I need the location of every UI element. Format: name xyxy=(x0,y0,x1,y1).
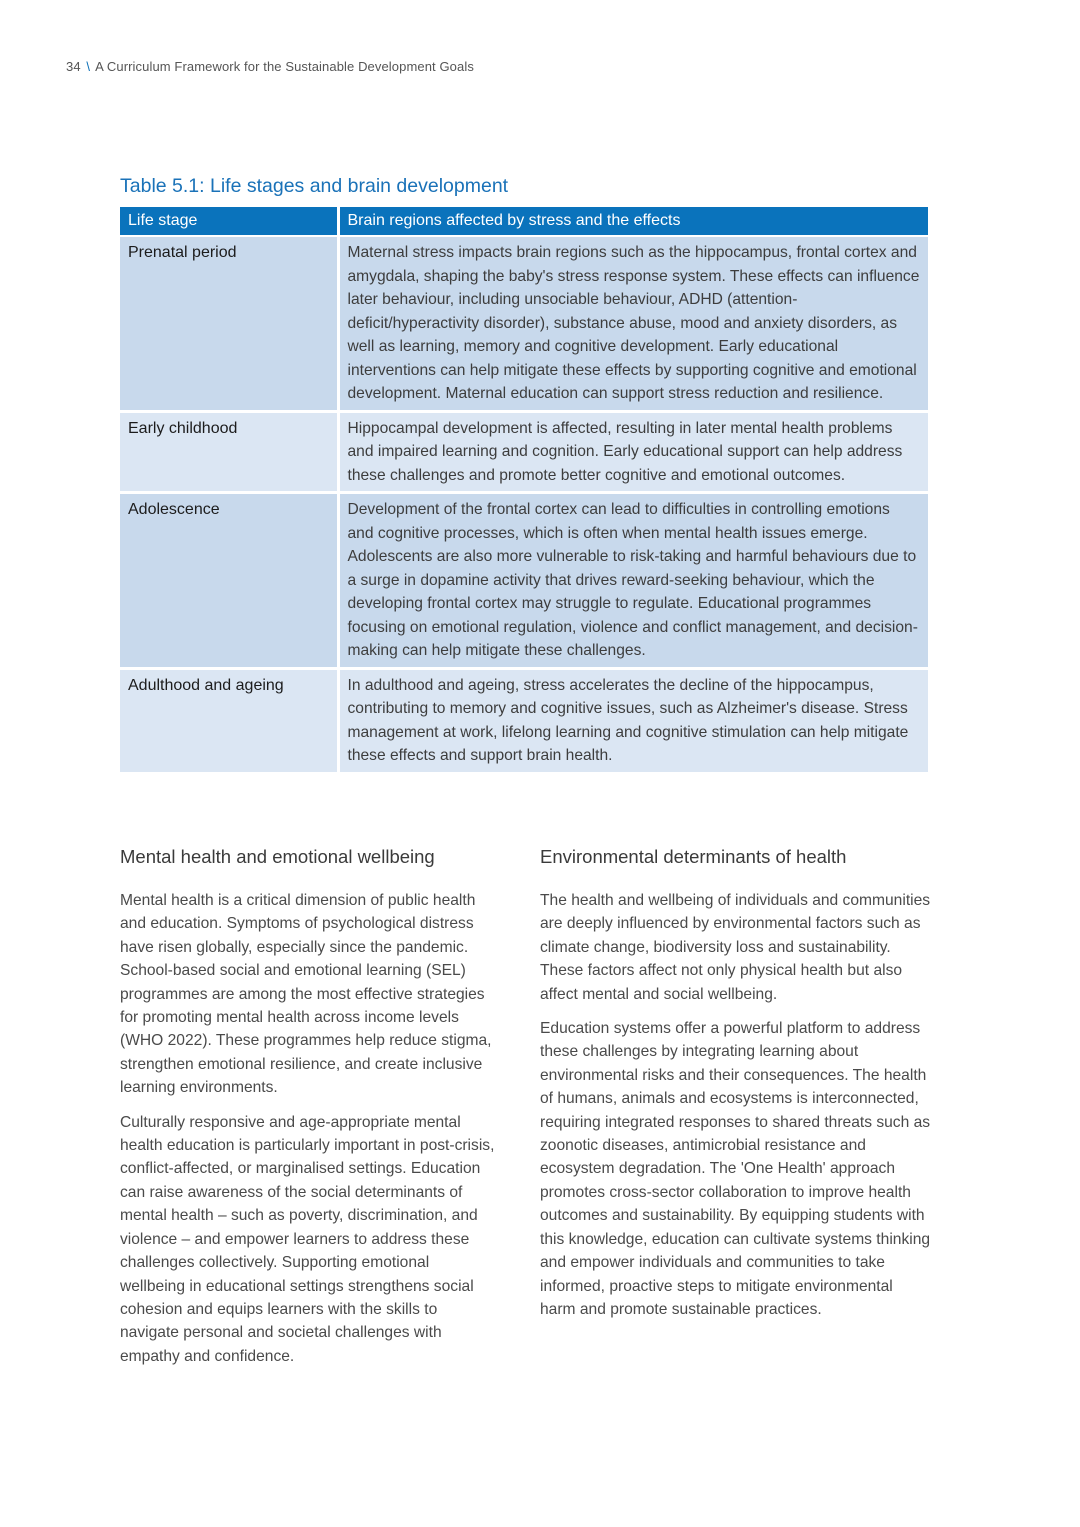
section-heading: Mental health and emotional wellbeing xyxy=(120,846,435,867)
life-stage-cell: Prenatal period xyxy=(120,236,338,411)
effects-cell: Hippocampal development is affected, resulting in later mental health problems and impaired learning and cognition. Early educational support can help address these challenges and promote better cognitive and emotional outcomes. xyxy=(338,411,928,493)
table-row xyxy=(120,236,928,411)
life-stages-table xyxy=(120,207,928,772)
environmental-health-section xyxy=(540,843,932,1332)
mental-health-section xyxy=(120,843,498,1379)
table-row xyxy=(120,668,928,772)
running-header xyxy=(66,59,474,74)
paragraph: Mental health is a critical dimension of public health and education. Symptoms of psychological distress have risen globally, especially since the pandemic. School-based social and emotional learning (SEL) programmes are among the most effective strategies for promoting mental health across income levels (WHO 2022). These programmes help reduce stigma, strengthen emotional resilience, and create inclusive learning environments. xyxy=(120,892,492,1097)
effects-cell: Development of the frontal cortex can lead to difficulties in controlling emotions and cognitive processes, which is often when mental health issues emerge. Adolescents are also more vulnerable to risk-taking and harmful behaviours due to a surge in dopamine activity that drives reward-seeking behaviour, which the developing frontal cortex may struggle to regulate. Educational programmes focusing on emotional regulation, violence and conflict management, and decision-making can help mitigate these challenges. xyxy=(338,493,928,669)
life-stage-cell: Adulthood and ageing xyxy=(120,668,338,772)
document-title: A Curriculum Framework for the Sustainable Development Goals xyxy=(95,59,474,74)
table-row xyxy=(120,411,928,493)
page-number: 34 xyxy=(66,59,81,74)
life-stage-cell: Early childhood xyxy=(120,411,338,493)
section-heading: Environmental determinants of health xyxy=(540,846,847,867)
header-separator: \ xyxy=(86,59,91,74)
column-header-life-stage: Life stage xyxy=(120,207,338,236)
table-header-row xyxy=(120,207,928,236)
column-header-effects: Brain regions affected by stress and the effects xyxy=(338,207,928,236)
effects-cell: Maternal stress impacts brain regions such as the hippocampus, frontal cortex and amygdala, shaping the baby's stress response system. These effects can influence later behaviour, including unsociable behaviour, ADHD (attention-deficit/hyperactivity disorder), substance abuse, mood and anxiety disorders, as well as learning, memory and cognitive development. Early educational interventions can help mitigate these effects by supporting cognitive and emotional development. Maternal education can support stress reduction and resilience. xyxy=(338,236,928,411)
paragraph: Culturally responsive and age-appropriate mental health education is particularly important in post-crisis, conflict-affected, or marginalised settings. Education can raise awareness of the social determinants of mental health – such as poverty, discrimination, and violence – and empower learners to address these challenges collectively. Supporting emotional wellbeing in educational settings strengthens social cohesion and equips learners with the skills to navigate personal and societal challenges with empathy and confidence. xyxy=(120,1113,495,1365)
paragraph: Education systems offer a powerful platform to address these challenges by integrating learning about environmental risks and their consequences. The health of humans, animals and ecosystems is interconnected, requiring integrated responses to shared threats such as zoonotic diseases, antimicrobial resistance and ecosystem degradation. The 'One Health' approach promotes cross-sector collaboration to improve health outcomes and sustainability. By equipping students with this knowledge, education can cultivate systems thinking and empower individuals and communities to take informed, proactive steps to mitigate environmental harm and promote sustainable practices. xyxy=(540,1020,931,1318)
effects-cell: In adulthood and ageing, stress accelerates the decline of the hippocampus, contributing to memory and cognitive issues, such as Alzheimer's disease. Stress management at work, lifelong learning and cognitive stimulation can help mitigate these effects and support brain health. xyxy=(338,668,928,772)
table-row xyxy=(120,493,928,669)
table-title: Table 5.1: Life stages and brain development xyxy=(120,175,509,197)
life-stage-cell: Adolescence xyxy=(120,493,338,669)
paragraph: The health and wellbeing of individuals and communities are deeply influenced by environmental factors such as climate change, biodiversity loss and sustainability. These factors affect not only physical health but also affect mental and social wellbeing. xyxy=(540,892,931,1003)
